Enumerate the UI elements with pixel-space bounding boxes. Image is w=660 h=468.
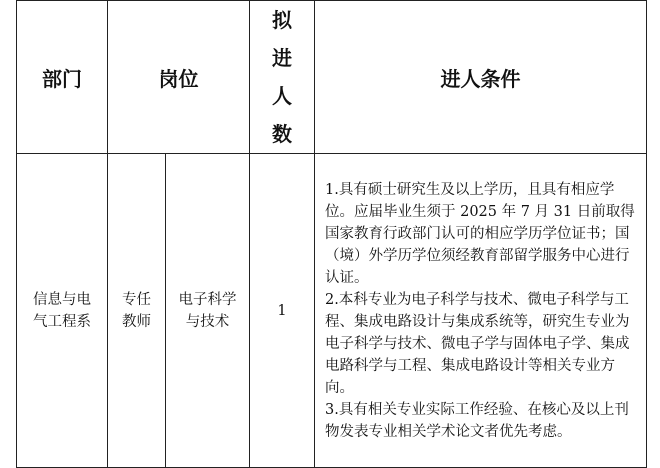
- header-planned-count: 拟进人数: [250, 1, 315, 154]
- header-department: 部门: [17, 1, 108, 154]
- position-type-cell: [108, 154, 166, 468]
- position-field: 电子科学与技术: [178, 291, 237, 330]
- header-row: [17, 1, 647, 154]
- header-position: 岗位: [108, 1, 250, 154]
- position-type: 专任教师: [122, 291, 151, 330]
- header-conditions: 进人条件: [315, 1, 647, 154]
- recruitment-table-container: [16, 0, 647, 468]
- table-row: [17, 154, 647, 468]
- conditions-cell: [315, 154, 647, 468]
- condition-item-1: 1.具有硕士研究生及以上学历，且具有相应学位。应届毕业生须于 2025 年 7 月 31 日前取得国家教育行政部门认可的相应学历学位证书；国（境）外学历学位须经教育部留学服务中心进行认证。: [325, 181, 635, 286]
- recruitment-table: [16, 0, 647, 468]
- position-field-cell: [166, 154, 250, 468]
- department-cell: [17, 154, 108, 468]
- planned-count-cell: [250, 154, 315, 468]
- department-name: 信息与电气工程系: [33, 291, 91, 330]
- condition-item-3: 3.具有相关专业实际工作经验、在核心及以上刊物发表专业相关学术论文者优先考虑。: [325, 401, 629, 440]
- planned-count: 1: [277, 302, 287, 319]
- condition-item-2: 2.本科专业为电子科学与技术、微电子科学与工程、集成电路设计与集成系统等，研究生专业为电子科学与技术、微电子学与固体电子学、集成电路科学与工程、集成电路设计等相关专业方向。: [325, 291, 630, 396]
